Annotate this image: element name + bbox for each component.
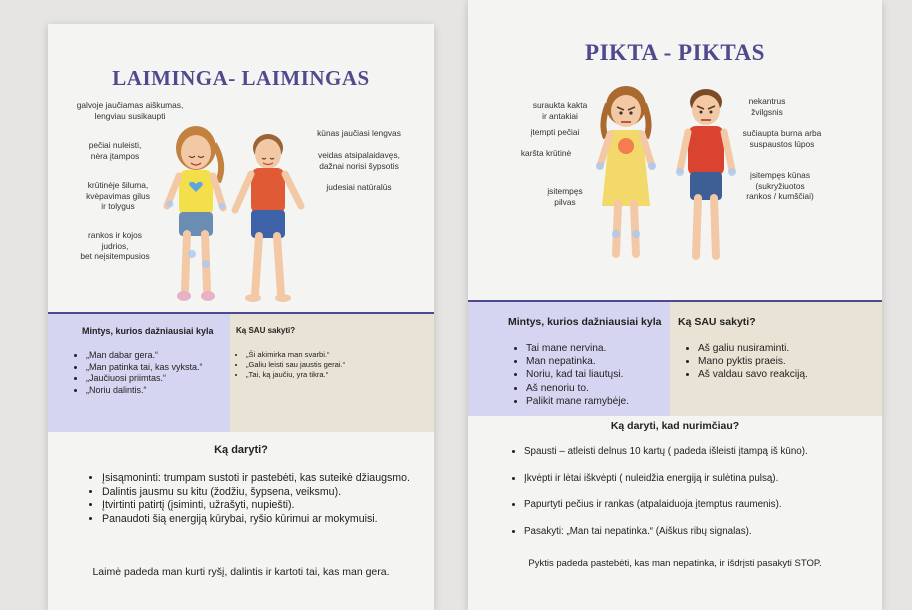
thoughts-panel (48, 314, 230, 432)
annotation: karšta krūtinė (520, 148, 572, 158)
list-item: • Man nepatinka. (526, 355, 629, 368)
say-list (232, 350, 345, 380)
list-item: • Aš valdau savo reakciją. (698, 368, 808, 381)
thoughts-title: Mintys, kurios dažniausiai kyla (508, 316, 662, 328)
list-item: • „Tai, ką jaučiu, yra tikra.“ (246, 370, 345, 380)
annotation: krūtinėje šiluma, kvėpavimas gilus ir tolygus (86, 180, 150, 211)
annotation: nekantrus žvilgsnis (748, 96, 786, 117)
closing-text: Pyktis padeda pastebėti, kas man nepatinka, ir išdrįsti pasakyti STOP. (528, 558, 822, 569)
annotation: veidas atsipalaidavęs, dažnai norisi šypsotis (318, 150, 400, 171)
happy-page (48, 24, 434, 610)
say-list (684, 342, 808, 382)
angry-girl-illustration (586, 84, 666, 274)
page-title: PIKTA - PIKTAS (585, 40, 765, 65)
list-item: • Pasakyti: „Man tai nepatinka.“ (Aiškus ribų signalas). (524, 526, 882, 539)
action-list (510, 446, 882, 538)
annotation: galvoje jaučiamas aiškumas, lengviau susikaupti (76, 100, 184, 121)
list-item: • Palikit mane ramybėje. (526, 395, 629, 408)
list-item: • Papurtyti pečius ir rankas (atpalaiduoja įtemptus raumenis). (524, 499, 882, 512)
thoughts-list (512, 342, 629, 408)
list-item: • „Man dabar gera.“ (86, 350, 203, 362)
happy-boy-illustration (226, 130, 308, 310)
say-title: Ką SAU sakyti? (678, 316, 756, 328)
say-panel (230, 314, 434, 432)
list-item: • Panaudoti šią energiją kūrybai, ryšio kūrimui ar mokymuisi. (102, 513, 412, 527)
list-item: • Mano pyktis praeis. (698, 355, 808, 368)
annotation: rankos ir kojos judrios, bet neįsitempusios (80, 230, 150, 261)
list-item: • Įsisąmoninti: trumpam sustoti ir pastebėti, kas suteikė džiaugsmo. (102, 472, 412, 486)
section-heading: Ką daryti? (214, 444, 268, 456)
list-item: • Aš nenoriu to. (526, 382, 629, 395)
angry-boy-illustration (664, 86, 748, 276)
list-item: • „Noriu dalintis.“ (86, 385, 203, 397)
list-item: • Noriu, kad tai liautųsi. (526, 368, 629, 381)
angry-page (468, 0, 882, 610)
action-list (88, 472, 412, 526)
thoughts-list (72, 350, 203, 396)
say-title: Ką SAU sakyti? (236, 326, 296, 335)
annotation: kūnas jaučiasi lengvas (317, 128, 401, 138)
list-item: • „Man patinka tai, kas vyksta.“ (86, 362, 203, 374)
thoughts-panel (468, 302, 670, 416)
list-item: • Spausti – atleisti delnus 10 kartų ( padeda išleisti įtampą iš kūno). (524, 446, 882, 459)
annotation: judesiai natūralūs (326, 182, 392, 192)
list-item: • „Ši akimirka man svarbi.“ (246, 350, 345, 360)
list-item: • „Galiu leisti sau jaustis gerai.“ (246, 360, 345, 370)
annotation: pečiai nuleisti, nėra įtampos (88, 140, 142, 161)
list-item: • Įtvirtinti patirtį (įsiminti, užrašyti, nupiešti). (102, 499, 412, 513)
list-item: • Dalintis jausmu su kitu (žodžiu, šypsena, veiksmu). (102, 486, 412, 500)
annotation: įtempti pečiai (530, 127, 580, 137)
section-heading: Ką daryti, kad nurimčiau? (610, 420, 740, 432)
annotation: įsitempęs pilvas (547, 186, 583, 207)
list-item: • „Jaučiuosi priimtas.“ (86, 373, 203, 385)
happy-girl-illustration (156, 124, 236, 314)
annotation: suraukta kakta ir antakiai (532, 100, 588, 121)
closing-text: Laimė padeda man kurti ryšį, dalintis ir kartoti tai, kas man gera. (92, 566, 390, 578)
thoughts-title: Mintys, kurios dažniausiai kyla (82, 326, 214, 336)
annotation: sučiaupta burna arba suspaustos lūpos (742, 128, 822, 149)
list-item: • Įkvėpti ir lėtai iškvėpti ( nuleidžia energiją ir sulėtina pulsą). (524, 473, 882, 486)
list-item: • Aš galiu nusiraminti. (698, 342, 808, 355)
list-item: • Tai mane nervina. (526, 342, 629, 355)
annotation: įsitempęs kūnas (sukryžiuotos rankos / kumščiai) (746, 170, 814, 201)
say-panel (670, 302, 882, 416)
page-title: LAIMINGA- LAIMINGAS (112, 66, 370, 90)
